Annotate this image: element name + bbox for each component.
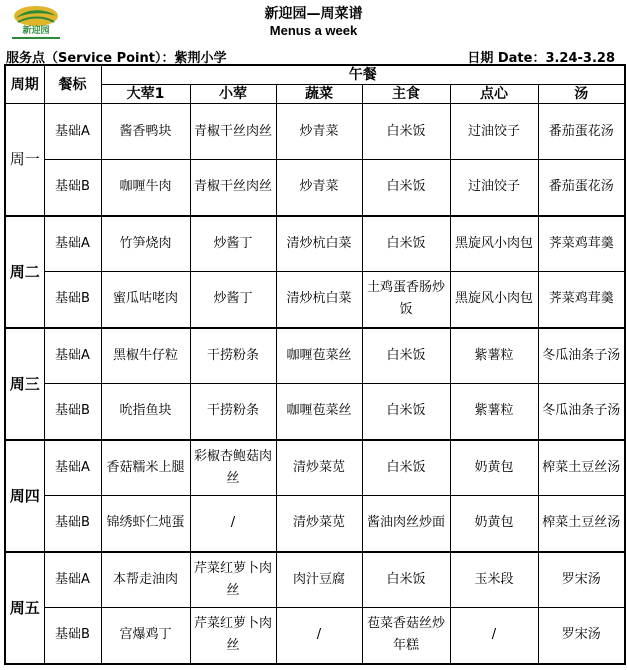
header-column: 蔬菜 bbox=[276, 85, 362, 104]
dish-cell: 荠菜鸡茸羹 bbox=[538, 216, 625, 272]
service-point: 服务点（Service Point）：紫荆小学 bbox=[6, 51, 227, 66]
dish-cell: 黑旋风小肉包 bbox=[450, 216, 538, 272]
dish-cell: 清炒杭白菜 bbox=[276, 272, 362, 328]
dish-cell: 过油饺子 bbox=[450, 104, 538, 160]
day-cell: 周四 bbox=[5, 440, 44, 552]
menu-row bbox=[5, 384, 625, 440]
dish-cell: 蜜瓜咕咾肉 bbox=[101, 272, 190, 328]
dish-cell: 青椒干丝肉丝 bbox=[190, 104, 276, 160]
dish-cell: 苞菜香菇丝炒年糕 bbox=[362, 608, 450, 664]
dish-cell: / bbox=[450, 608, 538, 664]
dish-cell: 紫薯粒 bbox=[450, 384, 538, 440]
dish-cell: 彩椒杏鲍菇肉丝 bbox=[190, 440, 276, 496]
menu-row bbox=[5, 608, 625, 664]
dish-cell: 罗宋汤 bbox=[538, 608, 625, 664]
dish-cell: 炒青菜 bbox=[276, 104, 362, 160]
dish-cell: 冬瓜油条子汤 bbox=[538, 328, 625, 384]
dish-cell: 荠菜鸡茸羹 bbox=[538, 272, 625, 328]
dish-cell: 炒酱丁 bbox=[190, 216, 276, 272]
dish-cell: 榨菜土豆丝汤 bbox=[538, 440, 625, 496]
dish-cell: 干捞粉条 bbox=[190, 328, 276, 384]
header-column: 点心 bbox=[450, 85, 538, 104]
header-column: 大荤1 bbox=[101, 85, 190, 104]
standard-cell: 基础A bbox=[44, 216, 101, 272]
page-subtitle: Menus a week bbox=[269, 23, 358, 38]
standard-cell: 基础A bbox=[44, 552, 101, 608]
dish-cell: 酱油肉丝炒面 bbox=[362, 496, 450, 552]
dish-cell: 白米饭 bbox=[362, 384, 450, 440]
header-column: 主食 bbox=[362, 85, 450, 104]
dish-cell: 干捞粉条 bbox=[190, 384, 276, 440]
dish-cell: / bbox=[276, 608, 362, 664]
menu-row bbox=[5, 496, 625, 552]
dish-cell: 吮指鱼块 bbox=[101, 384, 190, 440]
dish-cell: 清炒菜苋 bbox=[276, 496, 362, 552]
menu-row bbox=[5, 216, 625, 272]
dish-cell: 冬瓜油条子汤 bbox=[538, 384, 625, 440]
standard-cell: 基础A bbox=[44, 104, 101, 160]
dish-cell: 土鸡蛋香肠炒饭 bbox=[362, 272, 450, 328]
dish-cell: 咖喱苞菜丝 bbox=[276, 328, 362, 384]
header-lunch: 午餐 bbox=[101, 65, 625, 85]
dish-cell: 奶黄包 bbox=[450, 496, 538, 552]
dish-cell: 竹笋烧肉 bbox=[101, 216, 190, 272]
menu-row bbox=[5, 104, 625, 160]
dish-cell: 罗宋汤 bbox=[538, 552, 625, 608]
standard-cell: 基础B bbox=[44, 272, 101, 328]
logo-text: 新迎园 bbox=[22, 26, 50, 36]
dish-cell: 奶黄包 bbox=[450, 440, 538, 496]
dish-cell: 炒酱丁 bbox=[190, 272, 276, 328]
dish-cell: 白米饭 bbox=[362, 216, 450, 272]
standard-cell: 基础A bbox=[44, 440, 101, 496]
dish-cell: 本帮走油肉 bbox=[101, 552, 190, 608]
dish-cell: 番茄蛋花汤 bbox=[538, 160, 625, 216]
standard-cell: 基础A bbox=[44, 328, 101, 384]
menu-row bbox=[5, 440, 625, 496]
dish-cell: 白米饭 bbox=[362, 552, 450, 608]
dish-cell: 清炒杭白菜 bbox=[276, 216, 362, 272]
dish-cell: 玉米段 bbox=[450, 552, 538, 608]
day-cell: 周二 bbox=[5, 216, 44, 328]
dish-cell: 白米饭 bbox=[362, 440, 450, 496]
dish-cell: 肉汁豆腐 bbox=[276, 552, 362, 608]
dish-cell: 芹菜红萝卜肉丝 bbox=[190, 552, 276, 608]
standard-cell: 基础B bbox=[44, 608, 101, 664]
menu-row bbox=[5, 272, 625, 328]
header-day: 周期 bbox=[5, 65, 44, 104]
standard-cell: 基础B bbox=[44, 384, 101, 440]
dish-cell: 过油饺子 bbox=[450, 160, 538, 216]
day-cell: 周五 bbox=[5, 552, 44, 664]
dish-cell: 榨菜土豆丝汤 bbox=[538, 496, 625, 552]
dish-cell: 酱香鸭块 bbox=[101, 104, 190, 160]
page-title: 新迎园—周菜谱 bbox=[264, 6, 363, 22]
header-column: 汤 bbox=[538, 85, 625, 104]
day-cell: 周一 bbox=[5, 104, 44, 216]
dish-cell: 宫爆鸡丁 bbox=[101, 608, 190, 664]
header-column: 小荤 bbox=[190, 85, 276, 104]
standard-cell: 基础B bbox=[44, 496, 101, 552]
dish-cell: 白米饭 bbox=[362, 104, 450, 160]
dish-cell: 黑旋风小肉包 bbox=[450, 272, 538, 328]
dish-cell: 白米饭 bbox=[362, 328, 450, 384]
dish-cell: 芹菜红萝卜肉丝 bbox=[190, 608, 276, 664]
dish-cell: 炒青菜 bbox=[276, 160, 362, 216]
standard-cell: 基础B bbox=[44, 160, 101, 216]
dish-cell: 香菇糯米上腿 bbox=[101, 440, 190, 496]
dish-cell: 咖喱苞菜丝 bbox=[276, 384, 362, 440]
dish-cell: 咖喱牛肉 bbox=[101, 160, 190, 216]
dish-cell: 黑椒牛仔粒 bbox=[101, 328, 190, 384]
dish-cell: 紫薯粒 bbox=[450, 328, 538, 384]
menu-row bbox=[5, 160, 625, 216]
dish-cell: 青椒干丝肉丝 bbox=[190, 160, 276, 216]
menu-row bbox=[5, 552, 625, 608]
header-standard: 餐标 bbox=[44, 65, 101, 104]
dish-cell: 清炒菜苋 bbox=[276, 440, 362, 496]
menu-row bbox=[5, 328, 625, 384]
day-cell: 周三 bbox=[5, 328, 44, 440]
dish-cell: 白米饭 bbox=[362, 160, 450, 216]
dish-cell: / bbox=[190, 496, 276, 552]
weekly-menu-table bbox=[4, 64, 626, 665]
dish-cell: 番茄蛋花汤 bbox=[538, 104, 625, 160]
dish-cell: 锦绣虾仁炖蛋 bbox=[101, 496, 190, 552]
date-range: 日期 Date：3.24-3.28 bbox=[467, 51, 615, 66]
